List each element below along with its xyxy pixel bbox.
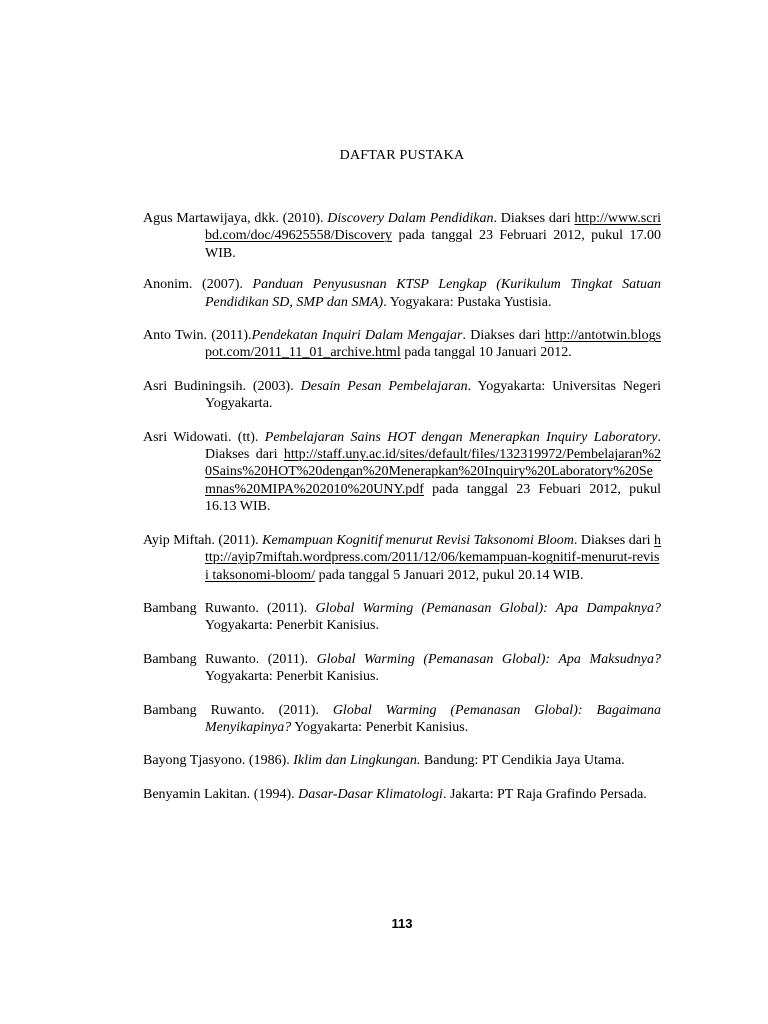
- reference-title: Panduan Penyususnan KTSP Lengkap (Kurikulum Tingkat Satuan Pendidikan SD, SMP dan SMA): [205, 277, 661, 310]
- reference-title: Desain Pesan Pembelajaran: [300, 378, 468, 394]
- page-title: DAFTAR PUSTAKA: [339, 148, 465, 163]
- reference-source: Yogyakarta: Penerbit Kanisius.: [205, 669, 379, 685]
- reference-access-date: pada tanggal 5 Januari 2012, pukul 20.14 WIB.: [315, 567, 584, 583]
- reference-author-year: Bayong Tjasyono. (1986).: [143, 753, 294, 769]
- reference-title: Global Warming (Pemanasan Global): Bagaimana Menyikapinya?: [205, 702, 662, 735]
- reference-title: Iklim dan Lingkungan.: [293, 753, 421, 769]
- reference-url-link[interactable]: http://ayip7miftah.wordpress.com/2011/12/06/kemampuan-kognitif-menurut-revisi taksonomi-bloom/: [205, 532, 662, 583]
- reference-title: Dasar-Dasar Klimatologi: [298, 786, 443, 802]
- reference-title: Discovery Dalam Pendidikan: [327, 211, 494, 226]
- page-number: 113: [391, 916, 413, 931]
- reference-url-link[interactable]: http://www.scribd.com/doc/49625558/Discovery: [205, 211, 661, 244]
- reference-entry: [143, 752, 661, 769]
- reference-entry: [143, 210, 661, 262]
- reference-source: Bandung: PT Cendikia Jaya Utama.: [420, 753, 625, 769]
- reference-author-year: Bambang Ruwanto. (2011).: [143, 702, 333, 718]
- reference-entry: [143, 786, 661, 803]
- reference-author-year: Anto Twin. (2011).: [143, 328, 252, 344]
- reference-author-year: Bambang Ruwanto. (2011).: [143, 600, 316, 616]
- reference-access-date: pada tanggal 23 Februari 2012, pukul 17.00 WIB.: [205, 228, 661, 261]
- reference-entry: [143, 702, 661, 737]
- reference-title: Kemampuan Kognitif menurut Revisi Taksonomi Bloom: [262, 532, 574, 548]
- reference-source: Yogyakarta: Penerbit Kanisius.: [205, 618, 379, 634]
- reference-author-year: Anonim. (2007).: [143, 277, 253, 293]
- reference-access-date: pada tanggal 10 Januari 2012.: [400, 345, 572, 361]
- reference-author-year: Ayip Miftah. (2011).: [143, 532, 263, 548]
- reference-author-year: Asri Budiningsih. (2003).: [143, 378, 301, 394]
- reference-source: . Jakarta: PT Raja Grafindo Persada.: [442, 786, 647, 802]
- reference-url-link[interactable]: http://staff.uny.ac.id/sites/default/files/132319972/Pembelajaran%20Sains%20HOT%20dengan%20Menerapkan%20Inquiry%20Laboratory%20Semnas%20MIPA%202010%20UNY.pdf: [205, 447, 661, 497]
- reference-entry: [143, 327, 661, 362]
- reference-source: . Diakses dari: [573, 532, 655, 548]
- reference-entry: [143, 651, 661, 686]
- reference-entry: [143, 276, 661, 311]
- reference-source: Yogyakarta: Penerbit Kanisius.: [291, 719, 469, 735]
- reference-list: [143, 210, 661, 819]
- reference-author-year: Bambang Ruwanto. (2011).: [143, 651, 317, 667]
- reference-source: . Diakses dari: [493, 211, 575, 226]
- reference-source: . Yogyakara: Pustaka Yustisia.: [383, 294, 552, 310]
- reference-title: Pendekatan Inquiri Dalam Mengajar: [251, 328, 463, 344]
- reference-author-year: Agus Martawijaya, dkk. (2010).: [143, 211, 328, 226]
- reference-entry: [143, 378, 661, 413]
- reference-entry: [143, 532, 661, 584]
- reference-source: . Yogyakarta: Universitas Negeri Yogyakarta.: [205, 378, 661, 412]
- reference-author-year: Benyamin Lakitan. (1994).: [143, 786, 299, 802]
- reference-title: Pembelajaran Sains HOT dengan Menerapkan Inquiry Laboratory: [264, 429, 658, 445]
- reference-access-date: pada tanggal 23 Febuari 2012, pukul 16.13 WIB.: [205, 481, 661, 515]
- reference-title: Global Warming (Pemanasan Global): Apa Maksudnya?: [316, 651, 661, 667]
- reference-url-link[interactable]: http://antotwin.blogspot.com/2011_11_01_archive.html: [205, 328, 662, 361]
- reference-source: . Diakses dari: [205, 429, 661, 463]
- reference-title: Global Warming (Pemanasan Global): Apa Dampaknya?: [315, 600, 661, 616]
- reference-entry: [143, 600, 661, 635]
- reference-entry: [143, 429, 661, 516]
- reference-author-year: Asri Widowati. (tt).: [143, 429, 265, 445]
- reference-source: . Diakses dari: [462, 328, 545, 344]
